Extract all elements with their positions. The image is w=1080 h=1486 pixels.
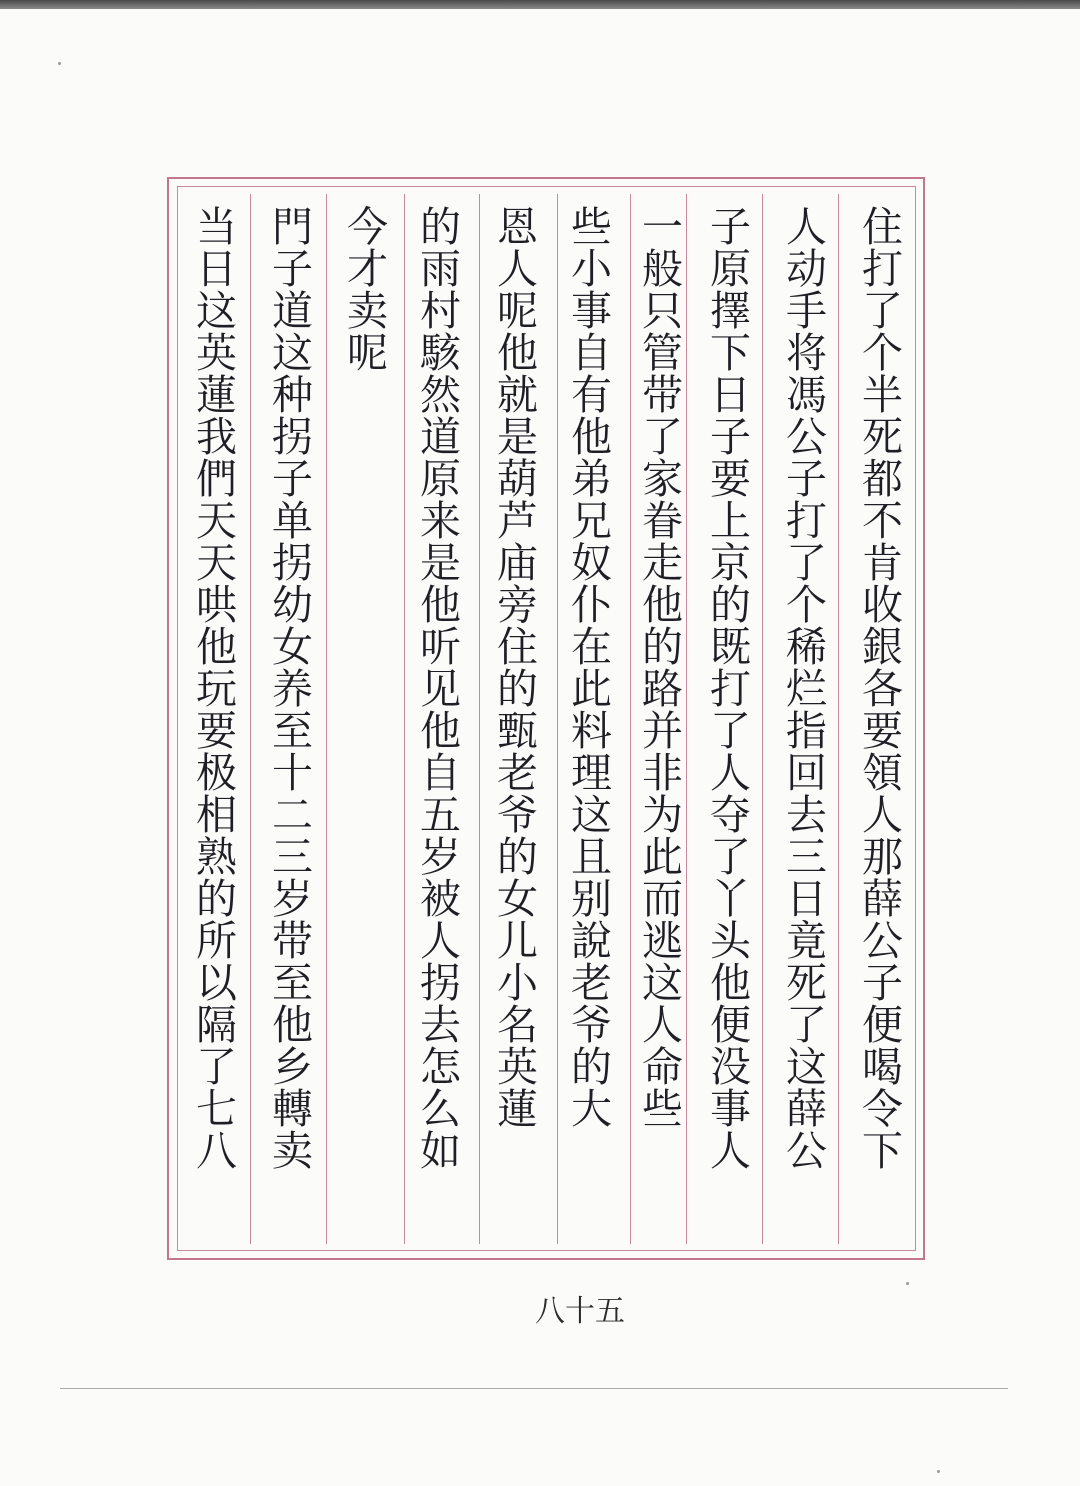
manuscript-column-8: 今才卖呢 (340, 205, 388, 373)
column-rule (326, 194, 327, 1244)
scan-top-edge (0, 0, 1080, 9)
scan-bottom-line (60, 1388, 1008, 1389)
column-rule (762, 194, 763, 1244)
column-rule (479, 194, 480, 1244)
scan-speck (937, 1470, 940, 1473)
manuscript-column-4: 一般只管带了家眷走他的路并非为此而逃这人命些 (635, 205, 683, 1129)
manuscript-column-10: 当日这英蓮我們天天哄他玩要极相熟的所以隔了七八 (189, 205, 237, 1171)
manuscript-column-7: 的雨村駭然道原来是他听见他自五岁被人拐去怎么如 (413, 205, 461, 1171)
scan-speck (906, 1282, 909, 1285)
manuscript-column-5: 些小事自有他弟兄奴仆在此料理这且别說老爷的大 (564, 205, 612, 1129)
manuscript-column-6: 恩人呢他就是葫芦庙旁住的甄老爷的女儿小名英蓮 (490, 205, 538, 1129)
page-number: 八十五 (535, 1294, 625, 1329)
column-rule (404, 194, 405, 1244)
manuscript-column-9: 門子道这种拐子单拐幼女养至十二三岁带至他乡轉卖 (265, 205, 313, 1171)
manuscript-column-3: 子原擇下日子要上京的既打了人夺了丫头他便没事人 (703, 205, 751, 1171)
manuscript-column-2: 人动手将馮公子打了个稀烂指回去三日竟死了这薛公 (779, 205, 827, 1171)
manuscript-column-1: 住打了个半死都不肯收銀各要領人那薛公子便喝令下 (855, 205, 903, 1171)
scan-speck (58, 62, 61, 65)
column-rule (250, 194, 251, 1244)
column-rule (838, 194, 839, 1244)
